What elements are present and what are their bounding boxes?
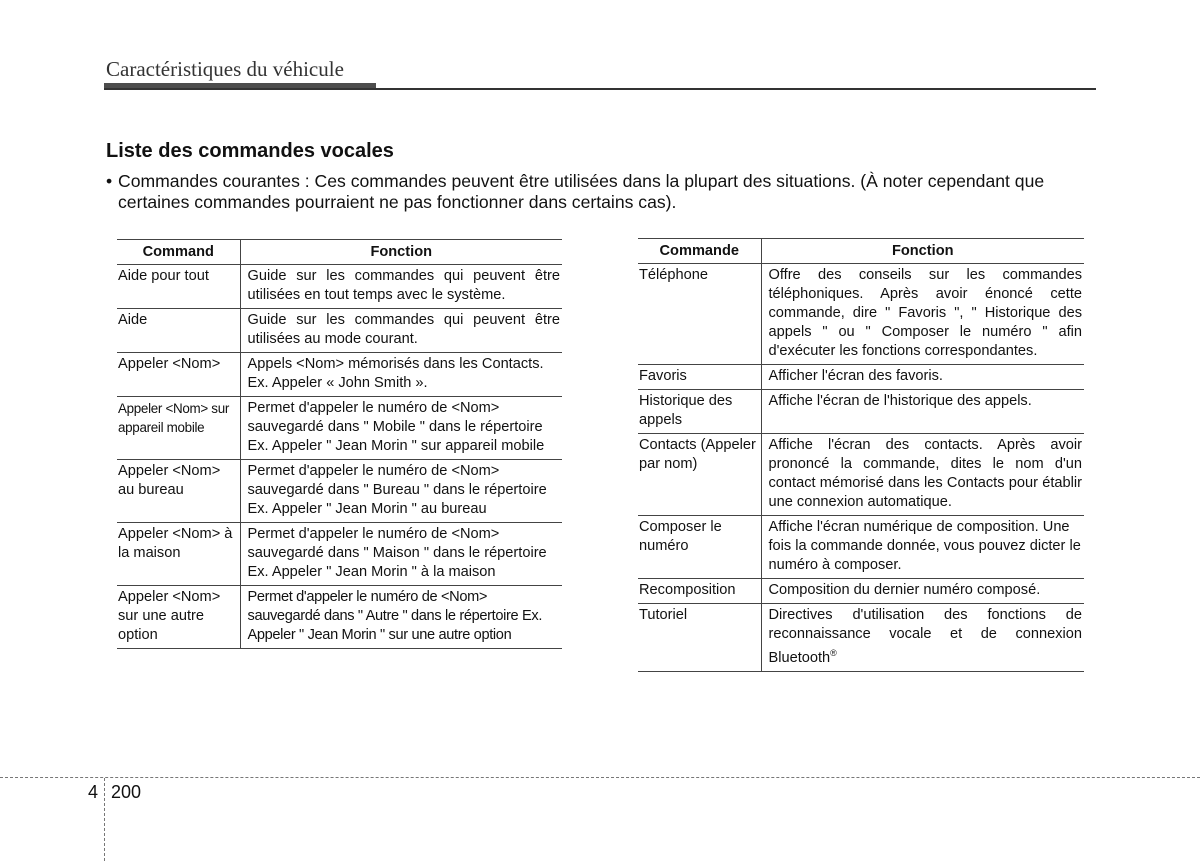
column-header-command: Commande <box>638 239 761 264</box>
function-cell: Permet d'appeler le numéro de <Nom> sauvegardé dans " Mobile " dans le répertoire Ex. Appeler " Jean Morin " sur appareil mobile <box>240 397 562 460</box>
command-cell: Aide pour tout <box>117 265 240 309</box>
function-cell: Composition du dernier numéro composé. <box>761 579 1084 604</box>
command-cell: Tutoriel <box>638 604 761 672</box>
function-cell: Affiche l'écran de l'historique des appels. <box>761 390 1084 434</box>
column-header-function: Fonction <box>761 239 1084 264</box>
commands-table-left <box>117 239 562 649</box>
function-cell: Affiche l'écran numérique de composition. Une fois la commande donnée, vous pouvez dicter le numéro à composer. <box>761 516 1084 579</box>
registered-mark: ® <box>830 648 837 658</box>
command-cell: Historique des appels <box>638 390 761 434</box>
command-cell: Composer le numéro <box>638 516 761 579</box>
function-cell: Permet d'appeler le numéro de <Nom> sauvegardé dans " Maison " dans le répertoire Ex. Appeler " Jean Morin " à la maison <box>240 523 562 586</box>
commands-table-right <box>638 238 1084 672</box>
column-header-command: Command <box>117 240 240 265</box>
table-row <box>117 523 562 586</box>
command-cell: Téléphone <box>638 264 761 365</box>
table-row <box>638 516 1084 579</box>
command-cell: Favoris <box>638 365 761 390</box>
command-cell: Recomposition <box>638 579 761 604</box>
table-header-row <box>638 239 1084 264</box>
command-cell: Contacts (Appeler par nom) <box>638 434 761 516</box>
table-row <box>638 579 1084 604</box>
footer-margin-rule <box>104 778 105 861</box>
chapter-number: 4 <box>88 782 99 802</box>
table-row <box>117 265 562 309</box>
bullet: • <box>106 171 113 191</box>
section-title: Liste des commandes vocales <box>106 140 394 162</box>
function-cell: Affiche l'écran des contacts. Après avoir prononcé la commande, dites le nom d'un contact mémorisé dans les Contacts pour établir une connexion automatique. <box>761 434 1084 516</box>
column-header-function: Fonction <box>240 240 562 265</box>
header-title: Caractéristiques du véhicule <box>106 57 344 81</box>
intro-text: Commandes courantes : Ces commandes peuvent être utilisées dans la plupart des situations. (À noter cependant que certaines commandes pourraient ne pas fonctionner dans certains cas). <box>118 171 1045 212</box>
command-cell: Appeler <Nom> sur appareil mobile <box>117 397 240 460</box>
page-number: 200 <box>111 782 142 802</box>
footer-rule <box>0 777 1200 778</box>
table-row <box>638 365 1084 390</box>
function-cell: Guide sur les commandes qui peuvent être utilisées au mode courant. <box>240 309 562 353</box>
table-row <box>117 460 562 523</box>
header-rule <box>104 88 1096 90</box>
command-cell: Appeler <Nom> sur une autre option <box>117 586 240 649</box>
intro-paragraph <box>106 171 1106 213</box>
table-row <box>638 390 1084 434</box>
function-cell: Guide sur les commandes qui peuvent être utilisées en tout temps avec le système. <box>240 265 562 309</box>
table-row <box>638 604 1084 672</box>
table-row <box>117 353 562 397</box>
table-row <box>117 309 562 353</box>
function-cell: Permet d'appeler le numéro de <Nom> sauvegardé dans " Bureau " dans le répertoire Ex. Appeler " Jean Morin " au bureau <box>240 460 562 523</box>
table-row <box>117 586 562 649</box>
command-cell: Aide <box>117 309 240 353</box>
function-cell: Afficher l'écran des favoris. <box>761 365 1084 390</box>
function-cell <box>761 604 1084 672</box>
table-row <box>638 434 1084 516</box>
function-cell: Permet d'appeler le numéro de <Nom> sauvegardé dans " Autre " dans le répertoire Ex. Appeler " Jean Morin " sur une autre option <box>240 586 562 649</box>
command-cell: Appeler <Nom> au bureau <box>117 460 240 523</box>
function-cell: Appels <Nom> mémorisés dans les Contacts. Ex. Appeler « John Smith ». <box>240 353 562 397</box>
command-cell: Appeler <Nom> <box>117 353 240 397</box>
function-text: Directives d'utilisation des fonctions de reconnaissance vocale et de connexion Bluetooth <box>768 607 1082 666</box>
table-header-row <box>117 240 562 265</box>
table-row <box>117 397 562 460</box>
function-cell: Offre des conseils sur les commandes téléphoniques. Après avoir énoncé cette commande, dire " Favoris ", " Historique des appels " ou " Composer le numéro " afin d'exécuter les fonctions correspondantes. <box>761 264 1084 365</box>
command-cell: Appeler <Nom> à la maison <box>117 523 240 586</box>
table-row <box>638 264 1084 365</box>
